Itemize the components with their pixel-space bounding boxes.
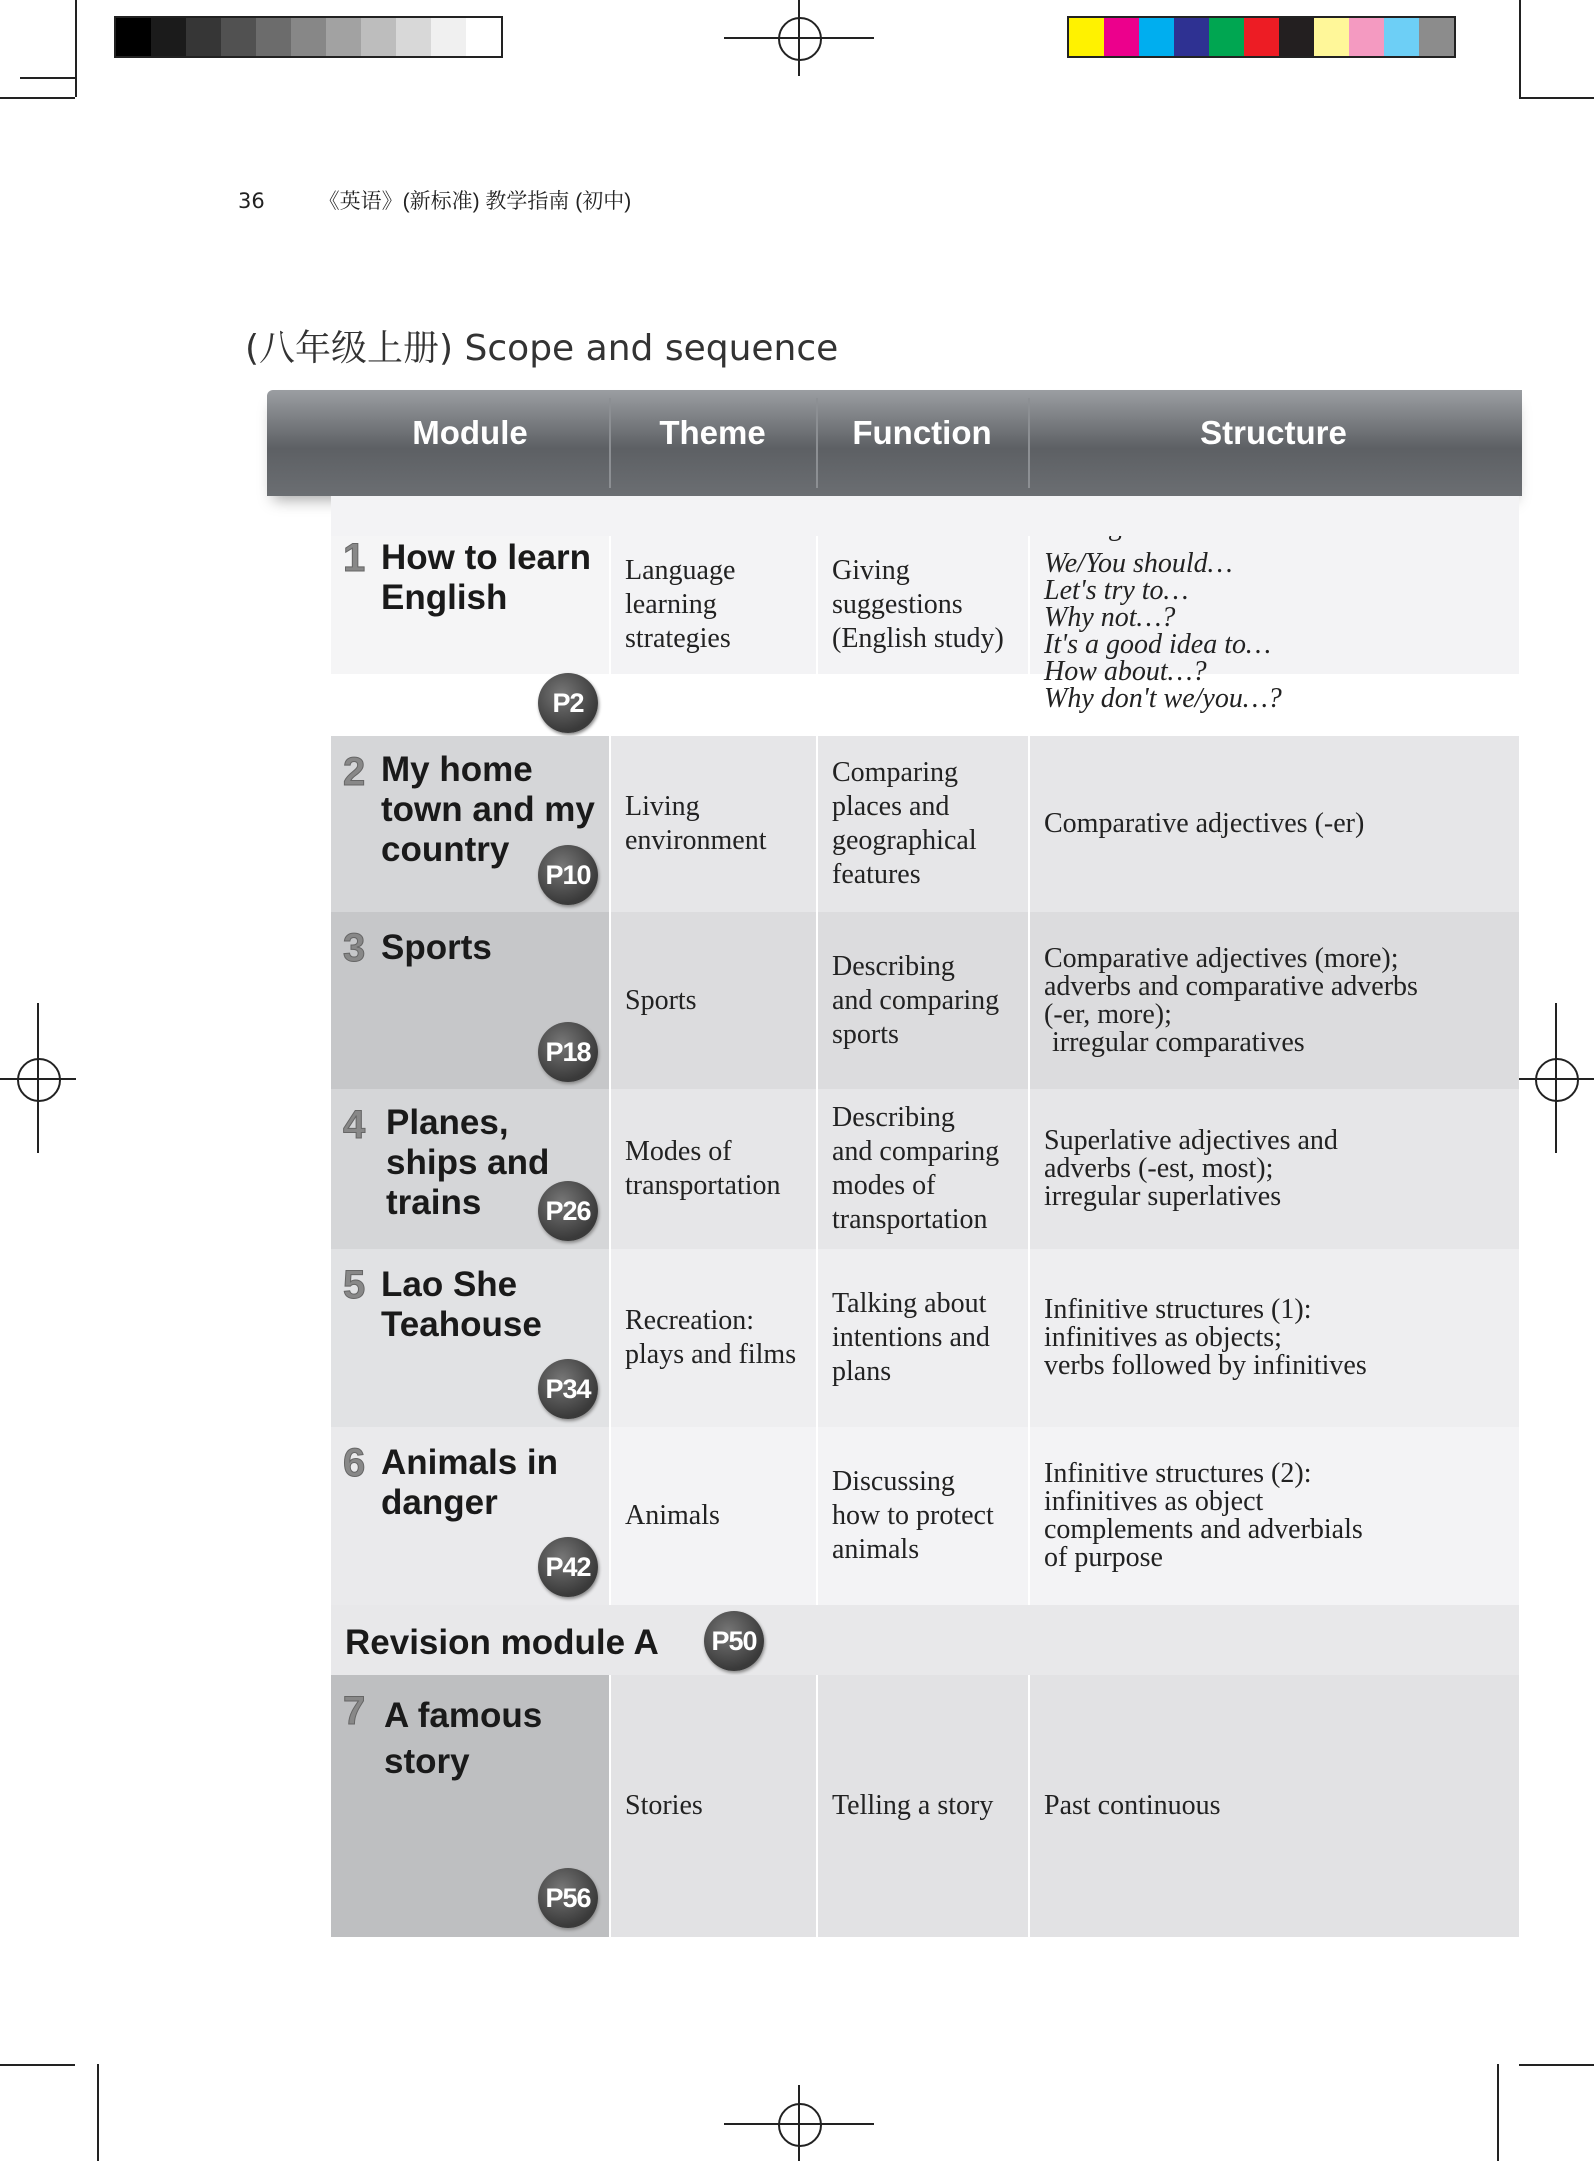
structure-cell (1028, 1427, 1519, 1605)
column-header-structure: Structure (1200, 414, 1347, 451)
structure-line: irregular comparatives (1052, 1026, 1305, 1058)
theme-cell (609, 912, 816, 1089)
page-badge: P26 (538, 1181, 598, 1241)
module-title-line: A famous (384, 1696, 543, 1735)
row-1-top-fill (331, 496, 1519, 536)
function-line: suggestions (832, 589, 963, 620)
function-line: plans (832, 1356, 892, 1387)
registration-mark-icon (778, 2103, 822, 2147)
theme-line: Animals (625, 1500, 720, 1531)
module-cell (331, 1089, 609, 1249)
module-title-line: country (381, 830, 510, 869)
structure-cell (1028, 1089, 1519, 1249)
theme-line: Stories (625, 1790, 703, 1821)
theme-line: Recreation: (625, 1305, 755, 1336)
structure-line: How about…? (1044, 656, 1207, 687)
structure-cell (1028, 736, 1519, 912)
structure-line: Past continuous (1044, 1790, 1221, 1821)
function-line: Comparing (832, 757, 958, 788)
book-title: 《英语》(新标准) 教学指南 (初中) (318, 190, 632, 213)
module-cell (331, 736, 609, 912)
function-line: geographical (832, 825, 977, 856)
structure-line: infinitives as objects; (1044, 1322, 1282, 1353)
function-cell (816, 1249, 1028, 1427)
crop-mark (1519, 0, 1521, 97)
module-title-line: town and my (381, 790, 595, 829)
module-title-line: How to learn (381, 538, 592, 577)
theme-cell (609, 1249, 816, 1427)
module-number: 3 (343, 926, 366, 970)
function-line: and comparing (832, 1136, 1000, 1167)
module-title-line: trains (386, 1183, 482, 1222)
function-line: Telling a story (832, 1790, 994, 1821)
page-number: 36 (238, 189, 265, 213)
structure-line: adverbs (-est, most); (1044, 1153, 1274, 1184)
crop-mark (0, 97, 75, 99)
theme-line: transportation (625, 1170, 781, 1201)
structure-line: Comparative adjectives (-er) (1044, 808, 1365, 839)
module-title (384, 1693, 542, 1785)
function-cell (816, 1089, 1028, 1249)
crop-mark (1519, 2064, 1594, 2066)
structure-line: complements and adverbials (1044, 1514, 1363, 1545)
crop-mark (1497, 2064, 1499, 2161)
function-line: intentions and (832, 1322, 990, 1353)
structure-line: Comparative adjectives (more); (1044, 942, 1399, 974)
page-badge: P2 (538, 673, 598, 733)
module-title-line: My home (381, 750, 533, 789)
crop-mark (75, 0, 77, 97)
function-line: Describing (832, 950, 955, 982)
table-row (331, 736, 1519, 914)
module-title-line: Lao She (381, 1265, 518, 1304)
theme-cell (609, 1427, 816, 1605)
structure-line: infinitives as object (1044, 1486, 1264, 1517)
theme-line: environment (625, 825, 767, 856)
function-cell (816, 912, 1028, 1089)
table-row (331, 1427, 1519, 1607)
theme-line: plays and films (625, 1339, 797, 1370)
table-row (331, 1089, 1519, 1251)
registration-mark-icon (1535, 1058, 1579, 1102)
structure-line: (-er, more); (1044, 998, 1172, 1030)
structure-cell (1028, 912, 1519, 1089)
structure-line: Let's try to… (1044, 575, 1189, 606)
page-badge: P10 (538, 845, 598, 905)
function-line: Giving (832, 555, 910, 586)
structure-line: verbs followed by infinitives (1044, 1350, 1367, 1381)
column-header-function: Function (852, 414, 992, 451)
module-title-line: Animals in (381, 1443, 558, 1482)
registration-line (798, 2085, 800, 2161)
module-title-line: ships and (386, 1143, 550, 1182)
module-number: 1 (343, 536, 366, 580)
crop-mark (20, 77, 77, 79)
function-line: and comparing (832, 984, 1000, 1016)
module-title (381, 928, 492, 968)
registration-line (798, 0, 800, 76)
registration-line (37, 1003, 39, 1153)
function-line: Talking about (832, 1288, 987, 1319)
module-title (386, 1103, 549, 1223)
theme-cell (609, 1089, 816, 1249)
module-cell (331, 1675, 609, 1937)
module-title (381, 1265, 542, 1345)
color-calibration-bar (1067, 16, 1456, 58)
theme-line: learning (625, 589, 717, 620)
structure-cell (1028, 1675, 1519, 1937)
module-cell (331, 1427, 609, 1605)
theme-line: Modes of (625, 1136, 732, 1167)
structure-line: irregular superlatives (1044, 1181, 1282, 1212)
function-cell (816, 1675, 1028, 1937)
module-cell (331, 912, 609, 1089)
running-header (238, 185, 631, 215)
function-cell (816, 736, 1028, 912)
table-row (331, 1675, 1519, 1937)
module-cell (331, 1249, 609, 1427)
revision-row (331, 1605, 1519, 1677)
module-title-line: Sports (381, 928, 492, 967)
theme-line: Language (625, 555, 736, 586)
theme-cell (609, 736, 816, 912)
page-badge: P50 (704, 1611, 764, 1671)
table-row (331, 1249, 1519, 1429)
module-number: 5 (343, 1263, 366, 1307)
revision-label: Revision module A (345, 1623, 659, 1662)
structure-line: We/You should… (1044, 548, 1233, 579)
module-title-line: English (381, 578, 508, 617)
module-title-line: danger (381, 1483, 498, 1522)
structure-cell (1028, 1249, 1519, 1427)
module-number: 4 (343, 1103, 366, 1147)
theme-line: strategies (625, 623, 731, 654)
page-badge: P34 (538, 1359, 598, 1419)
structure-line: of purpose (1044, 1542, 1163, 1573)
module-title-line: Planes, (386, 1103, 509, 1142)
module-number: 2 (343, 750, 366, 794)
table-row (331, 912, 1519, 1091)
registration-line (1555, 1003, 1557, 1153)
function-line: places and (832, 791, 950, 822)
registration-mark-icon (778, 17, 822, 61)
module-number: 6 (343, 1441, 366, 1485)
page-badge: P56 (538, 1868, 598, 1928)
theme-cell (609, 1675, 816, 1937)
registration-mark-icon (17, 1058, 61, 1102)
function-line: how to protect (832, 1500, 994, 1531)
function-line: (English study) (832, 623, 1004, 654)
structure-line: It's a good idea to… (1044, 629, 1271, 660)
module-title (381, 538, 591, 618)
table-header (267, 390, 1522, 496)
structure-line: Infinitive structures (1): (1044, 1294, 1312, 1325)
function-line: Discussing (832, 1466, 955, 1497)
theme-line: Sports (625, 984, 697, 1016)
crop-mark (0, 2064, 75, 2066)
module-title-line: story (384, 1742, 470, 1781)
page-badge: P18 (538, 1022, 598, 1082)
section-title: (八年级上册) Scope and sequence (245, 328, 839, 369)
structure-line: Why don't we/you…? (1044, 683, 1282, 714)
structure-line: adverbs and comparative adverbs (1044, 970, 1418, 1002)
structure-line: Infinitive structures (2): (1044, 1458, 1312, 1489)
function-line: sports (832, 1018, 899, 1050)
column-header-theme: Theme (659, 414, 766, 451)
function-line: modes of (832, 1170, 936, 1201)
theme-line: Living (625, 791, 700, 822)
structure-line: Superlative adjectives and (1044, 1125, 1338, 1156)
grayscale-calibration-bar (114, 16, 503, 58)
function-line: Describing (832, 1102, 955, 1133)
function-line: transportation (832, 1204, 988, 1235)
function-cell (816, 1427, 1028, 1605)
crop-mark (97, 2064, 99, 2161)
column-header-module: Module (412, 414, 528, 451)
module-title (381, 1443, 558, 1523)
page-badge: P42 (538, 1537, 598, 1597)
structure-line: Why not…? (1044, 602, 1176, 633)
module-title-line: Teahouse (381, 1305, 542, 1344)
function-line: animals (832, 1534, 920, 1565)
function-line: features (832, 859, 921, 890)
module-number: 7 (343, 1689, 366, 1733)
crop-mark (1519, 97, 1594, 99)
